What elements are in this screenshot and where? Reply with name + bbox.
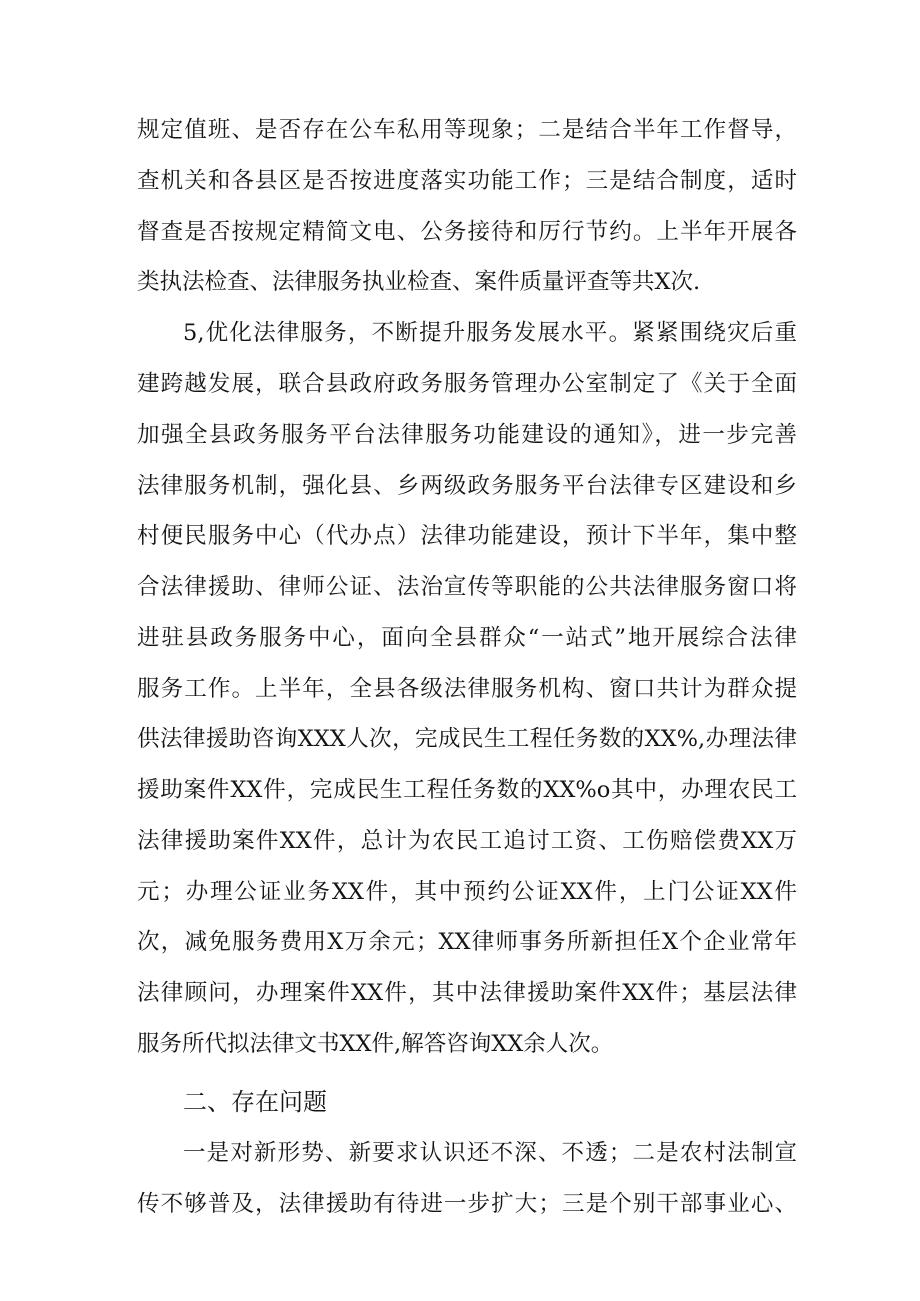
paragraph-2-line-8: 服务工作。上半年，全县各级法律服务机构、窗口共计为群众提 (137, 676, 797, 702)
paragraph-2-line-14: 法律顾问，办理案件XX件，其中法律援助案件XX件；基层法律 (137, 980, 797, 1006)
paragraph-2-line-12: 元；办理公证业务XX件，其中预约公证XX件，上门公证XX件 (137, 879, 797, 905)
paragraph-2-line-9: 供法律援助咨询XXX人次，完成民生工程任务数的XX%,办理法律 (137, 726, 797, 752)
paragraph-2-line-11: 法律援助案件XX件，总计为农民工追讨工资、工伤赔偿费XX万 (137, 828, 797, 854)
paragraph-2-line-13: 次，减免服务费用X万余元；XX律师事务所新担任X个企业常年 (137, 929, 797, 955)
paragraph-2-line-6: 合法律援助、律师公证、法治宣传等职能的公共法律服务窗口将 (137, 574, 797, 600)
paragraph-2-line-4: 法律服务机制，强化县、乡两级政务服务平台法律专区建设和乡 (137, 473, 797, 499)
paragraph-2-line-1: 5,优化法律服务，不断提升服务发展水平。紧紧围绕灾后重 (183, 320, 797, 346)
paragraph-1-line-3: 督查是否按规定精简文电、公务接待和厉行节约。上半年开展各 (137, 219, 797, 245)
paragraph-2-line-7: 进驻县政务服务中心，面向全县群众“一站式”地开展综合法律 (137, 625, 797, 651)
paragraph-3-line-1: 一是对新形势、新要求认识还不深、不透；二是农村法制宣 (183, 1140, 797, 1166)
paragraph-3-line-2: 传不够普及，法律援助有待进一步扩大；三是个别干部事业心、 (137, 1191, 797, 1217)
paragraph-2-line-10: 援助案件XX件，完成民生工程任务数的XX%o其中，办理农民工 (137, 777, 797, 803)
section-heading: 二、存在问题 (183, 1088, 327, 1116)
paragraph-2-line-5: 村便民服务中心（代办点）法律功能建设，预计下半年，集中整 (137, 523, 797, 549)
paragraph-2-line-2: 建跨越发展，联合县政府政务服务管理办公室制定了《关于全面 (137, 371, 797, 397)
paragraph-1-line-4: 类执法检查、法律服务执业检查、案件质量评查等共X次. (137, 269, 701, 295)
paragraph-1-line-2: 查机关和各县区是否按进度落实功能工作；三是结合制度，适时 (137, 168, 797, 194)
paragraph-2-line-3: 加强全县政务服务平台法律服务功能建设的通知》，进一步完善 (137, 422, 797, 448)
paragraph-1-line-1: 规定值班、是否存在公车私用等现象；二是结合半年工作督导， (137, 117, 797, 143)
paragraph-2-line-15: 服务所代拟法律文书XX件,解答咨询XX余人次。 (137, 1031, 614, 1057)
